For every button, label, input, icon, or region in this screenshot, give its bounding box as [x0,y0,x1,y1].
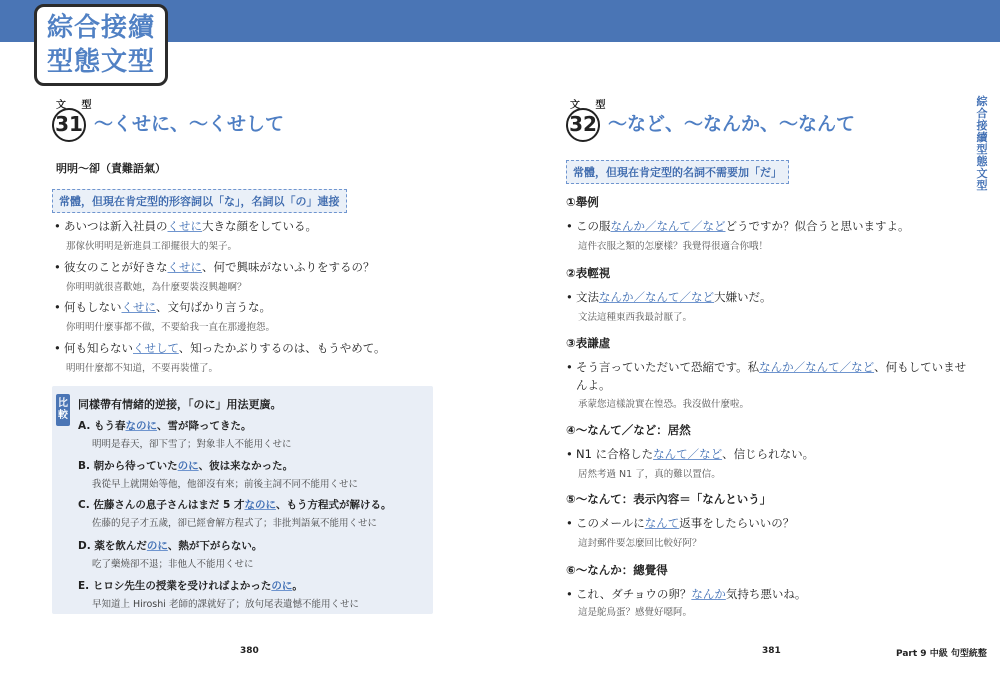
example-translation: 明明什麼都不知道，不要再裝懂了。 [66,363,219,374]
pattern-31-header [52,96,352,146]
pattern-kicker: 文 型 [56,100,98,111]
usage-heading: ③表謙虛 [566,336,611,350]
pattern-number: 31 [52,108,86,142]
chapter-title-line2: 型態文型 [46,47,155,77]
comparison-sentence: A. もう春なのに、雪が降ってきた。 [78,420,252,432]
pattern-kicker: 文 型 [570,100,612,111]
comparison-sentence: B. 朝から待っていたのに、彼は来なかった。 [78,460,294,472]
pattern-subtitle: 明明～卻（責難語氣） [56,162,166,175]
pattern-title: ～くせに、～くせして [94,113,285,135]
example-sentence-continued: んよ。 [576,378,611,392]
comparison-sentence: D. 薬を飲んだのに、熱が下がらない。 [78,540,263,552]
comparison-sentence: C. 佐藤さんの息子さんはまだ 5 才なのに、もう方程式が解ける。 [78,499,392,511]
usage-heading: ②表輕視 [566,266,611,280]
chapter-title-box [34,4,168,86]
example-translation: 這是鴕鳥蛋？感覺好噁阿。 [578,607,693,618]
example-translation: 這封郵件要怎麼回比較好阿？ [578,538,702,549]
page-number-left: 380 [240,646,259,656]
comparison-translation: 早知道上 Hiroshi 老師的課就好了；放句尾表遺憾不能用くせに [92,599,359,610]
example-sentence: • これ、ダチョウの卵？なんか気持ち悪いね。 [566,587,807,601]
example-translation: 承蒙您這樣說實在惶恐。我沒做什麼啦。 [578,399,750,410]
chapter-title-line1: 綜合接續 [46,13,155,43]
usage-note: 常體，但現在肯定型的名詞不需要加「だ」 [566,160,789,184]
page-number-right: 381 [762,646,781,656]
example-sentence: • 彼女のことが好きなくせに、何で興味がないふりをするの？ [54,260,375,274]
comparison-panel [52,386,433,614]
usage-heading: ①舉例 [566,195,599,209]
example-translation: 這件衣服之類的怎麼樣？我覺得很適合你哦！ [578,241,769,252]
example-sentence: • そう言っていただいて恐縮です。私なんか／なんて／など、何もしていませ [566,360,967,374]
footer-part-label: Part 9 中級 句型統整 [896,649,987,659]
example-sentence: • 何もしないくせに、文句ばかり言うな。 [54,300,271,314]
comparison-tag: 比較 [56,394,70,426]
comparison-heading: 同樣帶有情緒的逆接，「のに」用法更廣。 [78,398,282,411]
usage-heading: ④～なんて／など：居然 [566,423,691,437]
example-sentence: • この服なんか／なんて／などどうですか？似合うと思いますよ。 [566,219,910,233]
pattern-title: ～など、～なんか、～なんて [608,113,856,135]
usage-note: 常體，但現在肯定型的形容詞以「な」，名詞以「の」連接 [52,189,347,213]
example-sentence: • N1 に合格したなんて／など、信じられない。 [566,447,815,461]
example-sentence: • このメールになんて返事をしたらいいの？ [566,516,795,530]
pattern-32-header [566,96,886,146]
example-sentence: • 何も知らないくせして、知ったかぶりするのは、もうやめて。 [54,341,386,355]
side-tab: 綜合接續型態文型 [976,95,988,192]
example-sentence: • あいつは新入社員のくせに大きな顔をしている。 [54,219,317,233]
example-translation: 你明明就很喜歡她，為什麼要裝沒興趣啊？ [66,282,247,293]
comparison-sentence: E. ヒロシ先生の授業を受ければよかったのに。 [78,580,303,592]
comparison-translation: 吃了藥燒卻不退；非他人不能用くせに [92,559,254,570]
example-translation: 你明明什麼事都不做，不要給我一直在那邊抱怨。 [66,322,276,333]
example-translation: 居然考過 N1 了，真的難以置信。 [578,469,721,480]
pattern-number: 32 [566,108,600,142]
example-sentence: • 文法なんか／なんて／など大嫌いだ。 [566,290,772,304]
usage-heading: ⑤～なんて：表示內容＝「なんという」 [566,492,772,506]
usage-heading: ⑥～なんか：總覺得 [566,563,668,577]
comparison-translation: 明明是春天，卻下雪了；對象非人不能用くせに [92,439,292,450]
example-translation: 那傢伙明明是新進員工卻擺很大的架子。 [66,241,238,252]
comparison-translation: 我從早上就開始等他，他卻沒有來；前後主詞不同不能用くせに [92,479,359,490]
comparison-translation: 佐藤的兒子才五歲，卻已經會解方程式了；非批判語氣不能用くせに [92,518,378,529]
example-translation: 文法這種東西我最討厭了。 [578,312,693,323]
